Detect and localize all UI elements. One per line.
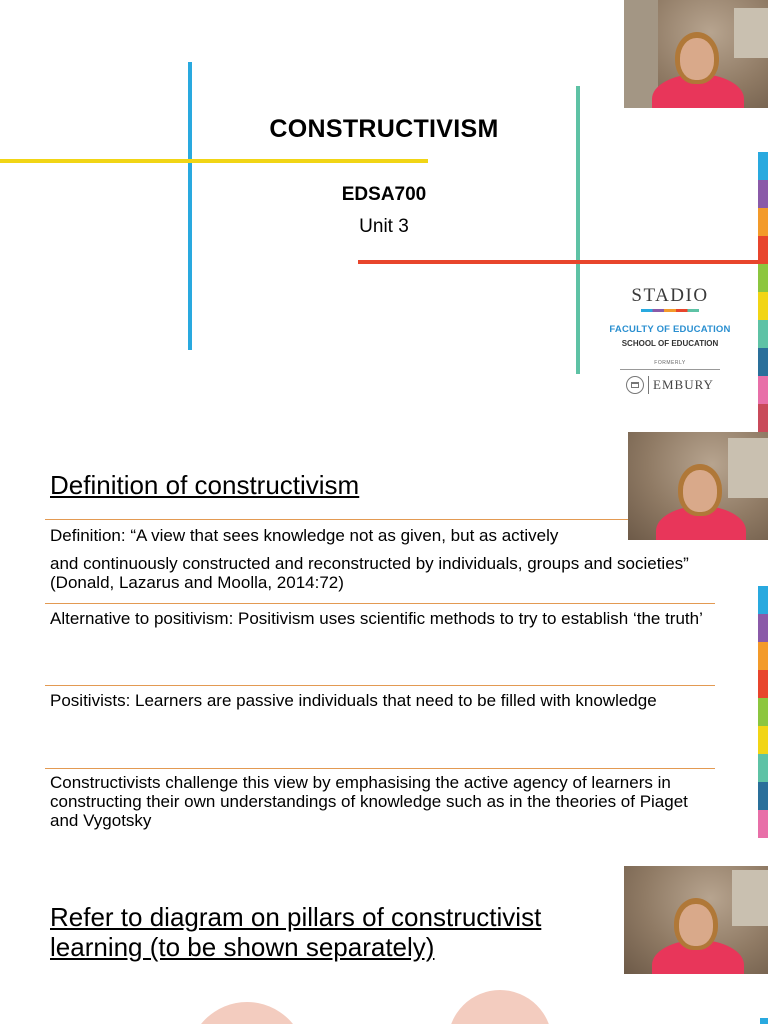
color-stripe-segment — [758, 152, 768, 180]
color-stripe-segment — [758, 180, 768, 208]
color-stripe-segment — [758, 292, 768, 320]
unit-label: Unit 3 — [359, 216, 409, 237]
constructivists-text: Constructivists challenge this view by emphasising the active agency of learners in constructing their own understandings of knowledge such as in the theories of Piaget and Vygotsky — [50, 773, 688, 830]
logo-school: SCHOOL OF EDUCATION — [621, 339, 719, 348]
definition-text-line2: and continuously constructed and reconstructed by individuals, groups and societies” (Donald, Lazarus and Moolla, 2014:72) — [50, 554, 689, 592]
presenter-webcam — [624, 866, 768, 974]
course-code: EDSA700 — [341, 184, 427, 205]
decorative-line-red — [358, 260, 768, 264]
slide-title: CONSTRUCTIVISM — [269, 115, 499, 143]
color-stripe-segment — [758, 726, 768, 754]
color-stripe-right — [760, 1018, 768, 1024]
alternative-text: Alternative to positivism: Positivism uses scientific methods to try to establish ‘the truth’ — [50, 609, 703, 628]
title-slide — [0, 0, 768, 432]
color-stripe-segment — [758, 782, 768, 810]
color-stripe-segment — [758, 264, 768, 292]
color-stripe-segment — [758, 320, 768, 348]
color-stripe-right — [758, 152, 768, 432]
stadio-logo — [605, 285, 735, 394]
logo-brand: STADIO — [631, 285, 709, 306]
definition-text-line1: Definition: “A view that sees knowledge not as given, but as actively — [50, 526, 559, 545]
logo-embury: EMBURY — [653, 377, 714, 392]
color-stripe-segment — [758, 642, 768, 670]
logo-embury-row — [605, 376, 735, 394]
logo-separator — [648, 376, 649, 394]
color-stripe-segment — [758, 208, 768, 236]
divider — [45, 768, 715, 769]
color-stripe-segment — [758, 698, 768, 726]
decorative-line-yellow — [0, 159, 428, 163]
decorative-line-blue — [188, 62, 192, 350]
decorative-circle — [188, 1002, 306, 1024]
color-stripe-segment — [758, 404, 768, 432]
color-stripe-segment — [758, 348, 768, 376]
presenter-webcam — [624, 0, 768, 108]
embury-seal-icon — [626, 376, 644, 394]
definition-heading: Definition of constructivism — [50, 470, 360, 500]
decorative-circle — [448, 990, 552, 1024]
color-stripe-segment — [758, 670, 768, 698]
divider — [45, 685, 715, 686]
color-stripe-segment — [758, 810, 768, 838]
color-stripe-segment — [758, 754, 768, 782]
logo-divider — [620, 369, 720, 370]
divider — [45, 603, 715, 604]
divider — [45, 519, 715, 520]
diagram-reference-slide — [0, 864, 768, 1024]
diagram-reference-heading: Refer to diagram on pillars of constructivist learning (to be shown separately) — [50, 902, 542, 962]
presenter-webcam — [628, 432, 768, 540]
color-stripe-segment — [758, 236, 768, 264]
color-stripe-segment — [758, 614, 768, 642]
color-stripe-segment — [758, 376, 768, 404]
logo-formerly: FORMERLY — [654, 360, 686, 366]
logo-faculty: FACULTY OF EDUCATION — [609, 324, 731, 335]
color-stripe-right — [758, 586, 768, 864]
definition-slide — [0, 432, 768, 864]
positivists-text: Positivists: Learners are passive individuals that need to be filled with knowledge — [50, 691, 657, 710]
color-stripe-segment — [758, 586, 768, 614]
logo-color-bar — [641, 309, 699, 312]
